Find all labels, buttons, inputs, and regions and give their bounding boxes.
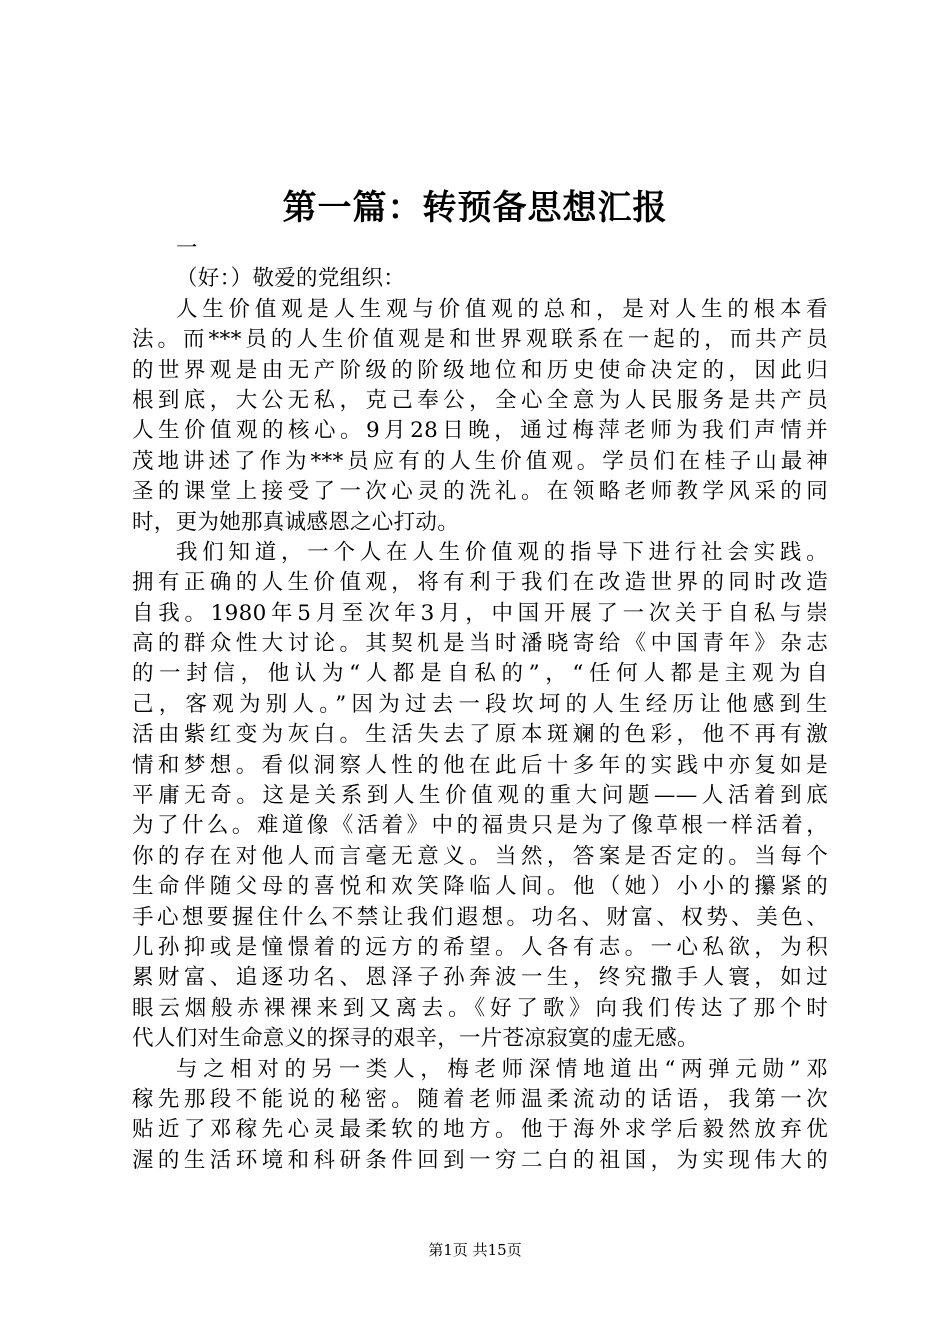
text-line: 眼云烟般赤裸裸来到又离去。《好了歌》向我们传达了那个时: [132, 995, 828, 1021]
text-line: 茂地讲述了作为***员应有的人生价值观。学员们在桂子山最神: [132, 448, 828, 474]
document-title: 第一篇：转预备思想汇报: [282, 188, 668, 228]
text-line: 时，更为她那真诚感恩之心打动。: [132, 509, 460, 535]
text-line: 情和梦想。看似洞察人性的他在此后十多年的实践中亦复如是: [132, 752, 828, 778]
text-line: 的一封信，他认为“人都是自私的”，“任何人都是主观为自: [132, 661, 828, 687]
text-line: 人生价值观的核心。9月28日晚，通过梅萍老师为我们声情并: [132, 418, 828, 444]
text-line: 儿孙抑或是憧憬着的远方的希望。人各有志。一心私欲，为积: [132, 934, 828, 960]
text-line: 与之相对的另一类人，梅老师深情地道出“两弹元勋”邓: [176, 1056, 828, 1082]
text-line: 渥的生活环境和科研条件回到一穷二白的祖国，为实现伟大的: [132, 1147, 828, 1173]
text-line: 高的群众性大讨论。其契机是当时潘晓寄给《中国青年》杂志: [132, 631, 828, 657]
text-line: 累财富、追逐功名、恩泽子孙奔波一生，终究撒手人寰，如过: [132, 965, 828, 991]
text-line: （好：）敬爱的党组织：: [176, 266, 406, 292]
text-line: 平庸无奇。这是关系到人生价值观的重大问题——人活着到底: [132, 783, 828, 809]
text-line: 自我。1980年5月至次年3月，中国开展了一次关于自私与崇: [132, 600, 828, 626]
text-line: 生命伴随父母的喜悦和欢笑降临人间。他（她）小小的攥紧的: [132, 874, 828, 900]
text-line: 活由紫红变为灰白。生活失去了原本斑斓的色彩，他不再有激: [132, 722, 828, 748]
text-line: 你的存在对他人而言毫无意义。当然，答案是否定的。当每个: [132, 843, 828, 869]
text-line: 手心想要握住什么不禁让我们遐想。功名、财富、权势、美色、: [132, 904, 828, 930]
text-line: 代人们对生命意义的探寻的艰辛，一片苍凉寂寞的虚无感。: [132, 1026, 699, 1052]
text-line: 贴近了邓稼先心灵最柔软的地方。他于海外求学后毅然放弃优: [132, 1117, 828, 1143]
page-footer: 第1页 共15页: [428, 1241, 522, 1259]
text-line: 己，客观为别人。”因为过去一段坎坷的人生经历让他感到生: [132, 691, 828, 717]
text-line: 圣的课堂上接受了一次心灵的洗礼。在领略老师教学风采的同: [132, 479, 828, 505]
text-line: 一: [176, 236, 198, 261]
text-line: 稼先那段不能说的秘密。随着老师温柔流动的话语，我第一次: [132, 1086, 828, 1112]
text-line: 人生价值观是人生观与价值观的总和，是对人生的根本看: [176, 296, 828, 322]
text-line: 我们知道，一个人在人生价值观的指导下进行社会实践。: [176, 539, 828, 565]
text-line: 法。而***员的人生价值观是和世界观联系在一起的，而共产员: [132, 327, 828, 353]
text-line: 根到底，大公无私，克己奉公，全心全意为人民服务是共产员: [132, 387, 828, 413]
text-line: 为了什么。难道像《活着》中的福贵只是为了像草根一样活着，: [132, 813, 828, 839]
text-line: 的世界观是由无产阶级的阶级地位和历史使命决定的，因此归: [132, 357, 828, 383]
text-line: 拥有正确的人生价值观，将有利于我们在改造世界的同时改造: [132, 570, 828, 596]
document-body: [132, 234, 828, 1176]
